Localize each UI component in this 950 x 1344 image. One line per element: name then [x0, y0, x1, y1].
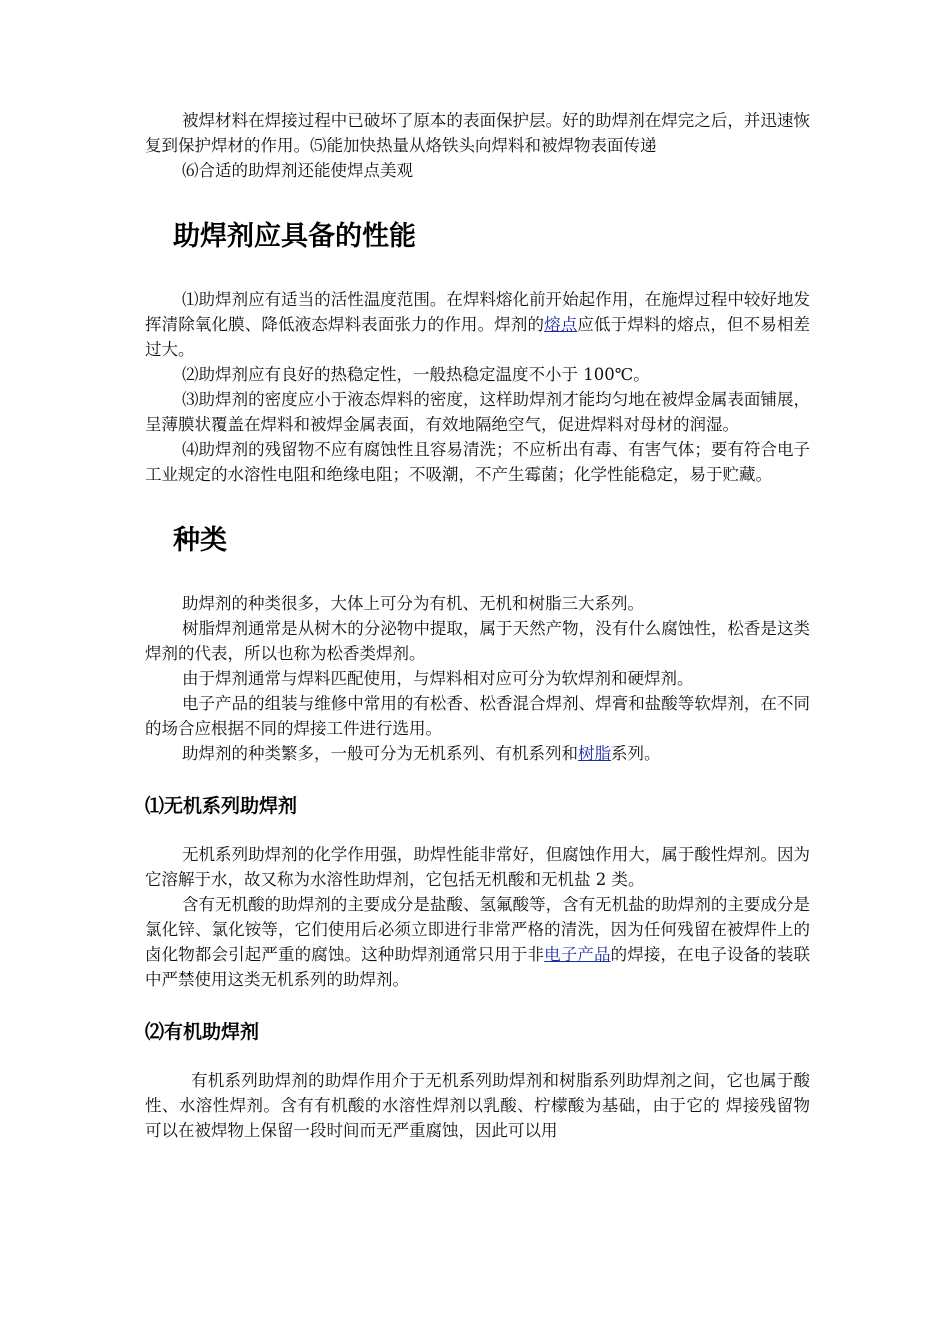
inorganic-text-2a: 含有无机酸的助焊剂的主要成分是盐酸、氢氟酸等，含有无机盐的助焊剂的主要成分是氯化锌、氯化铵等，它们使用后必须立即进行非常严格的清洗，因为任何残留在被焊件上的卤化物都会引起严重的腐蚀。这种助焊剂通常只用于非: [145, 895, 810, 964]
electronic-products-link[interactable]: 电子产品: [544, 945, 611, 964]
types-paragraph-3: 由于焊剂通常与焊料匹配使用，与焊料相对应可分为软焊剂和硬焊剂。: [182, 669, 694, 688]
section-heading-properties: 助焊剂应具备的性能: [173, 221, 416, 252]
property-text-1b: 应低于焊料的熔点，但不易相差过大。: [145, 315, 811, 359]
subheading-inorganic-flux: ⑴无机系列助焊剂: [145, 795, 298, 817]
property-paragraph-3: ⑶助焊剂的密度应小于液态焊料的密度，这样助焊剂才能均匀地在被焊金属表面铺展，呈薄膜状覆盖在焊料和被焊金属表面，有效地隔绝空气，促进焊料对母材的润湿。: [145, 390, 810, 434]
subheading-organic-flux: ⑵有机助焊剂: [145, 1021, 260, 1043]
resin-link[interactable]: 树脂: [578, 744, 611, 763]
types-paragraph-5: [145, 741, 810, 766]
inorganic-text-2b: 的焊接，在电子设备的装联中严禁使用这类无机系列的助焊剂。: [145, 945, 811, 989]
document-body: [145, 108, 810, 1143]
property-paragraph-4: ⑷助焊剂的残留物不应有腐蚀性且容易清洗；不应析出有毒、有害气体；要有符合电子工业规定的水溶性电阻和绝缘电阻；不吸潮，不产生霉菌；化学性能稳定，易于贮藏。: [145, 440, 810, 484]
intro-paragraph-2: ⑹合适的助焊剂还能使焊点美观: [182, 161, 413, 180]
types-text-5a: 助焊剂的种类繁多，一般可分为无机系列、有机系列和: [182, 744, 578, 763]
inorganic-paragraph-2: [145, 892, 810, 992]
property-text-1a: ⑴助焊剂应有适当的活性温度范围。在焊料熔化前开始起作用，在施焊过程中较好地发挥清除氧化膜、降低液态焊料表面张力的作用。焊剂的: [145, 290, 810, 334]
intro-paragraph-1: 被焊材料在焊接过程中已破坏了原本的表面保护层。好的助焊剂在焊完之后，并迅速恢复到保护焊材的作用。⑸能加快热量从烙铁头向焊料和被焊物表面传递: [145, 111, 810, 155]
property-paragraph-1: [145, 287, 810, 362]
inorganic-paragraph-1: 无机系列助焊剂的化学作用强，助焊性能非常好，但腐蚀作用大，属于酸性焊剂。因为它溶解于水，故又称为水溶性助焊剂，它包括无机酸和无机盐 2 类。: [145, 845, 810, 889]
types-paragraph-4: 电子产品的组装与维修中常用的有松香、松香混合焊剂、焊膏和盐酸等软焊剂，在不同的场合应根据不同的焊接工件进行选用。: [145, 694, 810, 738]
types-text-5b: 系列。: [611, 744, 661, 763]
types-paragraph-2: 树脂焊剂通常是从树木的分泌物中提取，属于天然产物，没有什么腐蚀性，松香是这类焊剂的代表，所以也称为松香类焊剂。: [145, 619, 810, 663]
section-heading-types: 种类: [173, 525, 227, 556]
melting-point-link[interactable]: 熔点: [544, 315, 578, 334]
property-paragraph-2: ⑵助焊剂应有良好的热稳定性，一般热稳定温度不小于 100℃。: [182, 365, 650, 384]
types-paragraph-1: 助焊剂的种类很多，大体上可分为有机、无机和树脂三大系列。: [182, 594, 644, 613]
organic-paragraph-1: 有机系列助焊剂的助焊作用介于无机系列助焊剂和树脂系列助焊剂之间，它也属于酸性、水溶性焊剂。含有有机酸的水溶性焊剂以乳酸、柠檬酸为基础，由于它的 焊接残留物可以在被焊物上保留一段时间而无严重腐蚀，因此可以用: [145, 1071, 810, 1140]
